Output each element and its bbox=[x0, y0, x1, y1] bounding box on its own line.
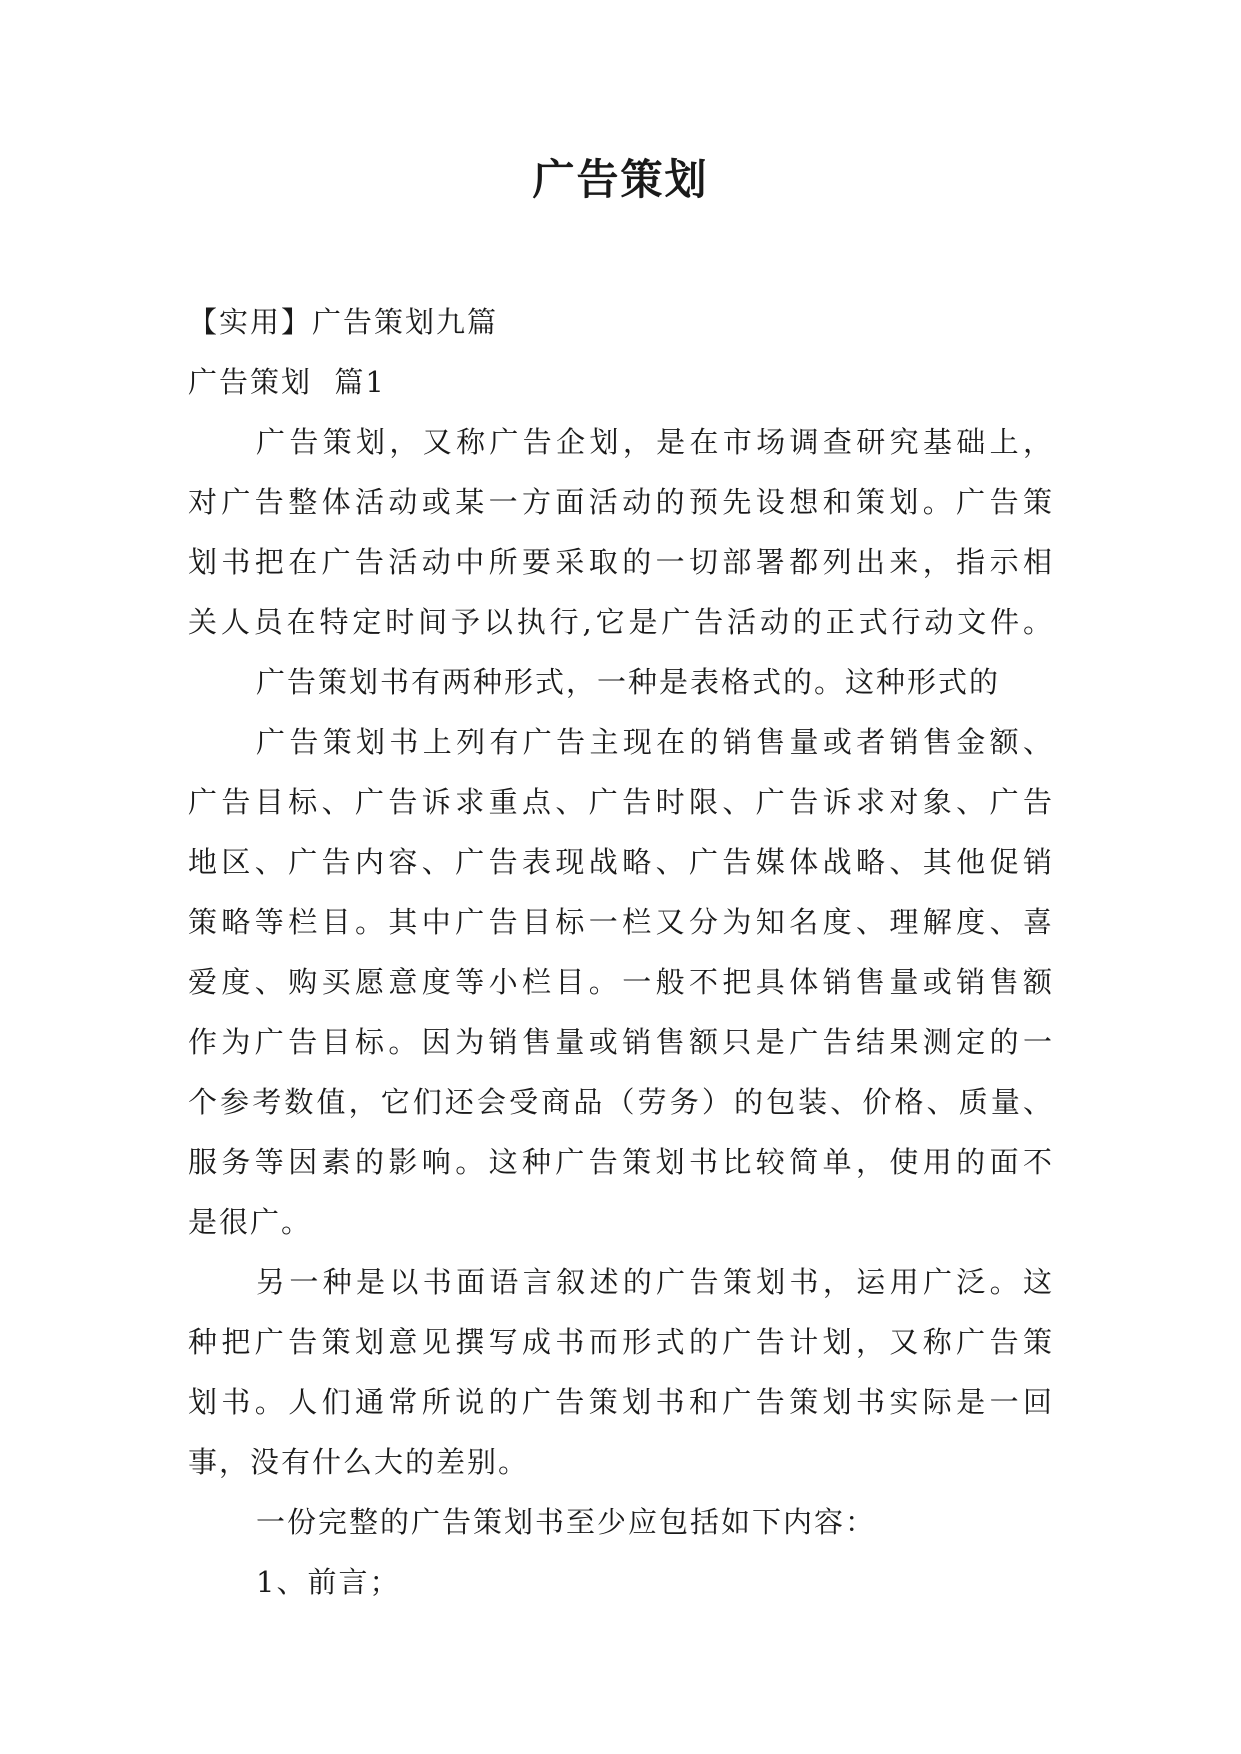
paragraph-line: 对广告整体活动或某一方面活动的预先设想和策划。广告策 bbox=[188, 485, 1054, 519]
paragraph-line: 个参考数值，它们还会受商品（劳务）的包装、价格、质量、 bbox=[188, 1085, 1054, 1119]
paragraph-line: 关人员在特定时间予以执行,它是广告活动的正式行动文件。 bbox=[188, 605, 1054, 639]
paragraph-line: 广告策划书上列有广告主现在的销售量或者销售金额、 bbox=[256, 725, 1054, 759]
paragraph-line: 划书把在广告活动中所要采取的一切部署都列出来，指示相 bbox=[188, 545, 1054, 579]
paragraph-line: 另一种是以书面语言叙述的广告策划书，运用广泛。这 bbox=[256, 1265, 1054, 1299]
paragraph-line: 事，没有什么大的差别。 bbox=[188, 1445, 530, 1479]
paragraph-line: 种把广告策划意见撰写成书而形式的广告计划，又称广告策 bbox=[188, 1325, 1054, 1359]
paragraph-line: 广告策划书有两种形式，一种是表格式的。这种形式的 bbox=[256, 665, 1001, 699]
document-title: 广告策划 bbox=[532, 155, 709, 204]
paragraph-line: 作为广告目标。因为销售量或销售额只是广告结果测定的一 bbox=[188, 1025, 1054, 1059]
document-subtitle: 【实用】广告策划九篇 bbox=[188, 305, 499, 339]
section-heading: 广告策划 篇1 bbox=[188, 365, 386, 399]
paragraph-line: 爱度、购买愿意度等小栏目。一般不把具体销售量或销售额 bbox=[188, 965, 1054, 999]
paragraph-line: 划书。人们通常所说的广告策划书和广告策划书实际是一回 bbox=[188, 1385, 1054, 1419]
paragraph-line: 策略等栏目。其中广告目标一栏又分为知名度、理解度、喜 bbox=[188, 905, 1054, 939]
paragraph-line: 广告目标、广告诉求重点、广告时限、广告诉求对象、广告 bbox=[188, 785, 1054, 819]
paragraph-line: 一份完整的广告策划书至少应包括如下内容： bbox=[256, 1505, 877, 1539]
paragraph-line: 是很广。 bbox=[188, 1205, 313, 1239]
document-body bbox=[188, 292, 1054, 1612]
paragraph-line: 地区、广告内容、广告表现战略、广告媒体战略、其他促销 bbox=[188, 845, 1054, 879]
paragraph-line: 广告策划，又称广告企划，是在市场调查研究基础上， bbox=[256, 425, 1054, 459]
list-item: 1、前言； bbox=[256, 1565, 401, 1599]
paragraph-line: 服务等因素的影响。这种广告策划书比较简单，使用的面不 bbox=[188, 1145, 1054, 1179]
